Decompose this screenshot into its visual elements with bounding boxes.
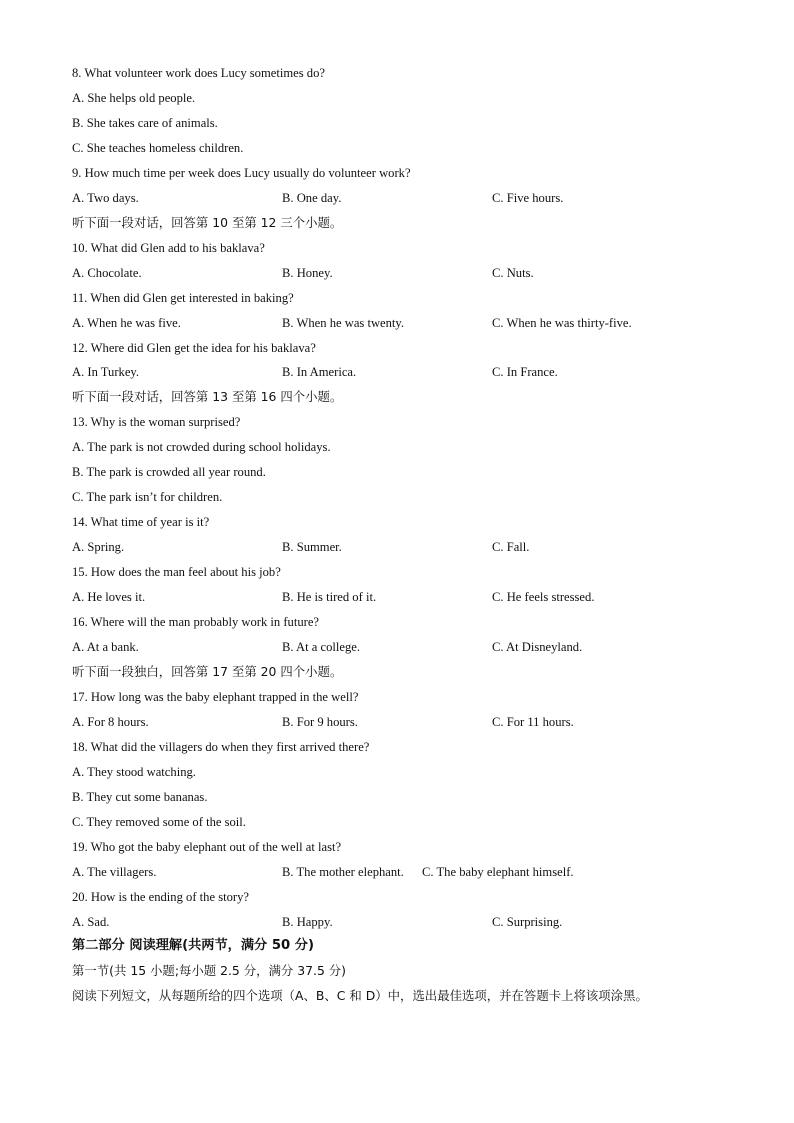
question-20-option-b: B. Happy. (282, 915, 333, 929)
listening-instruction-17-20: 听下面一段独白，回答第 17 至第 20 四个小题。 (72, 664, 343, 679)
listening-instruction-10-12: 听下面一段对话，回答第 10 至第 12 三个小题。 (72, 215, 343, 230)
question-19-option-a: A. The villagers. (72, 865, 157, 879)
question-13-option-c: C. The park isn’t for children. (72, 490, 223, 504)
question-19-options (72, 862, 732, 882)
question-16-option-b: B. At a college. (282, 640, 360, 654)
question-10-option-a: A. Chocolate. (72, 266, 142, 280)
question-17-stem: 17. How long was the baby elephant trapped in the well? (72, 690, 359, 704)
question-15-option-a: A. He loves it. (72, 590, 146, 604)
question-11-stem: 11. When did Glen get interested in baking? (72, 291, 294, 305)
question-14-stem: 14. What time of year is it? (72, 515, 210, 529)
question-8-option-a: A. She helps old people. (72, 91, 196, 105)
question-15-stem: 15. How does the man feel about his job? (72, 565, 281, 579)
question-12-option-a: A. In Turkey. (72, 365, 140, 379)
question-19-option-b: B. The mother elephant. (282, 865, 404, 879)
question-8-option-c: C. She teaches homeless children. (72, 141, 244, 155)
listening-instruction-13-16: 听下面一段对话，回答第 13 至第 16 四个小题。 (72, 389, 343, 404)
question-16-stem: 16. Where will the man probably work in future? (72, 615, 320, 629)
question-13-option-b: B. The park is crowded all year round. (72, 465, 266, 479)
question-20-options (72, 912, 732, 932)
question-11-option-a: A. When he was five. (72, 316, 181, 330)
question-20-stem: 20. How is the ending of the story? (72, 890, 249, 904)
question-19-stem: 19. Who got the baby elephant out of the well at last? (72, 840, 342, 854)
question-9-option-c: C. Five hours. (492, 191, 564, 205)
question-8-option-b: B. She takes care of animals. (72, 116, 218, 130)
question-12-options (72, 362, 732, 382)
question-12-option-b: B. In America. (282, 365, 357, 379)
question-19-option-c: C. The baby elephant himself. (422, 865, 574, 879)
question-13-option-a: A. The park is not crowded during school holidays. (72, 440, 331, 454)
question-14-options (72, 537, 732, 557)
question-14-option-a: A. Spring. (72, 540, 125, 554)
question-11-option-b: B. When he was twenty. (282, 316, 405, 330)
question-16-option-c: C. At Disneyland. (492, 640, 583, 654)
question-12-option-c: C. In France. (492, 365, 558, 379)
reading-instruction: 阅读下列短文，从每题所给的四个选项（A、B、C 和 D）中，选出最佳选项，并在答题卡上将该项涂黑。 (72, 988, 648, 1003)
question-10-stem: 10. What did Glen add to his baklava? (72, 241, 265, 255)
question-11-options (72, 313, 732, 333)
question-15-option-c: C. He feels stressed. (492, 590, 595, 604)
question-17-option-c: C. For 11 hours. (492, 715, 574, 729)
question-13-stem: 13. Why is the woman surprised? (72, 415, 241, 429)
question-14-option-c: C. Fall. (492, 540, 530, 554)
question-8-stem: 8. What volunteer work does Lucy sometimes do? (72, 66, 325, 80)
question-16-option-a: A. At a bank. (72, 640, 139, 654)
question-10-option-c: C. Nuts. (492, 266, 534, 280)
question-20-option-a: A. Sad. (72, 915, 110, 929)
question-12-stem: 12. Where did Glen get the idea for his baklava? (72, 341, 316, 355)
question-18-stem: 18. What did the villagers do when they first arrived there? (72, 740, 370, 754)
question-18-option-c: C. They removed some of the soil. (72, 815, 246, 829)
question-16-options (72, 637, 732, 657)
question-20-option-c: C. Surprising. (492, 915, 563, 929)
question-9-option-a: A. Two days. (72, 191, 139, 205)
question-17-option-a: A. For 8 hours. (72, 715, 149, 729)
question-9-stem: 9. How much time per week does Lucy usually do volunteer work? (72, 166, 411, 180)
question-17-option-b: B. For 9 hours. (282, 715, 358, 729)
question-10-option-b: B. Honey. (282, 266, 333, 280)
question-9-option-b: B. One day. (282, 191, 342, 205)
question-18-option-a: A. They stood watching. (72, 765, 196, 779)
question-18-option-b: B. They cut some bananas. (72, 790, 208, 804)
question-17-options (72, 712, 732, 732)
question-15-options (72, 587, 732, 607)
question-10-options (72, 263, 732, 283)
question-14-option-b: B. Summer. (282, 540, 342, 554)
part-two-heading: 第二部分 阅读理解(共两节，满分 50 分) (72, 938, 314, 953)
section-one-heading: 第一节(共 15 小题;每小题 2.5 分，满分 37.5 分) (72, 963, 347, 978)
question-15-option-b: B. He is tired of it. (282, 590, 377, 604)
question-11-option-c: C. When he was thirty-five. (492, 316, 632, 330)
question-9-options (72, 188, 732, 208)
